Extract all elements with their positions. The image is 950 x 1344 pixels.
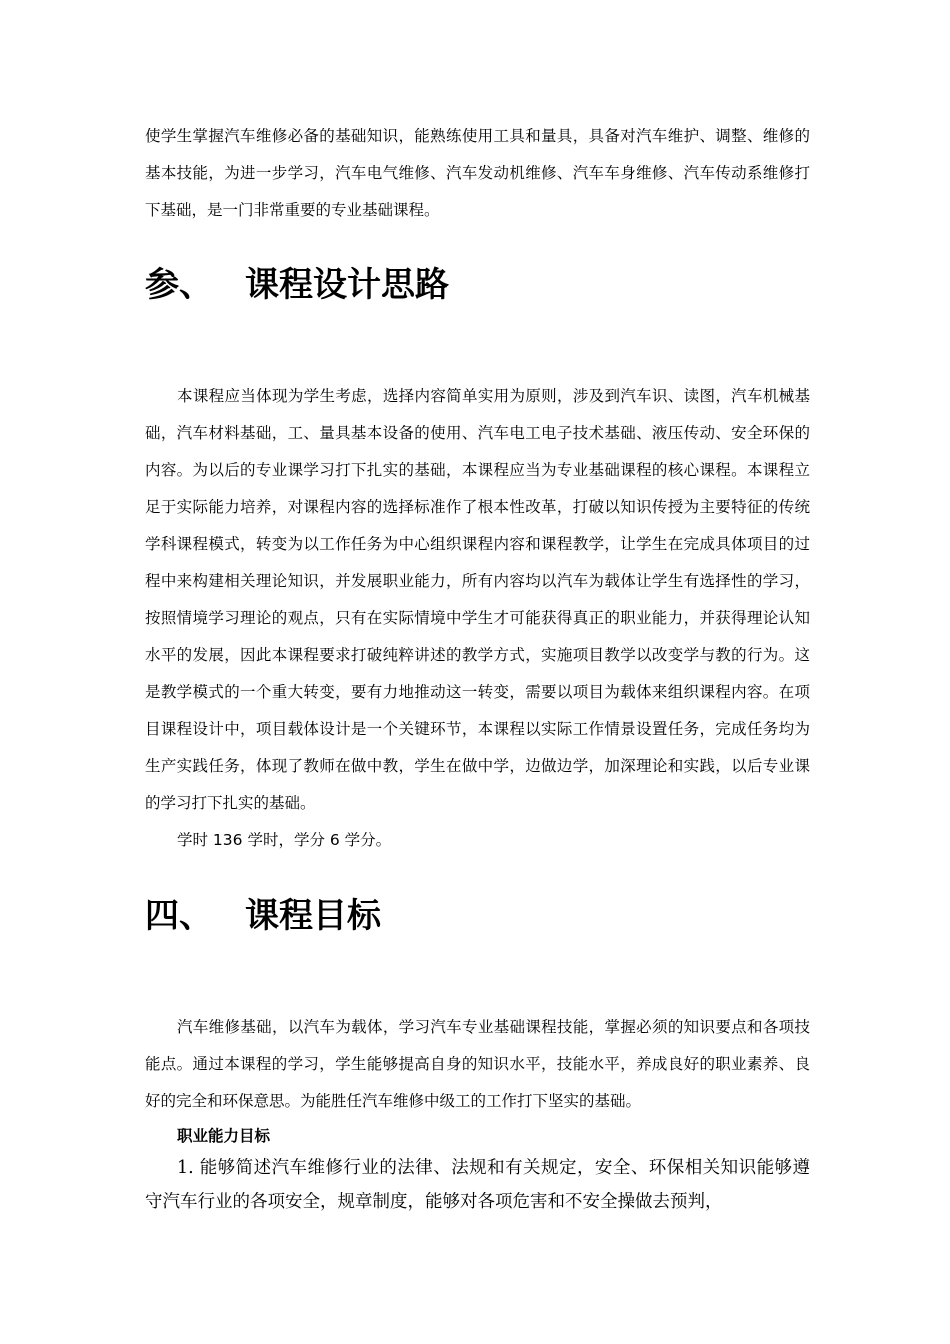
- goals-paragraph: 汽车维修基础，以汽车为载体，学习汽车专业基础课程技能，掌握必须的知识要点和各项技能点。通过本课程的学习，学生能够提高自身的知识水平，技能水平，养成良好的职业素养、良好的完全和环保意思。为能胜任汽车维修中级工的工作打下坚实的基础。: [145, 1018, 810, 1110]
- intro-paragraph: 使学生掌握汽车维修必备的基础知识，能熟练使用工具和量具，具备对汽车维护、调整、维修的基本技能，为进一步学习，汽车电气维修、汽车发动机维修、汽车车身维修、汽车传动系维修打下基础，是一门非常重要的专业基础课程。: [145, 127, 810, 219]
- section-number: 参、: [145, 265, 213, 305]
- design-paragraph: 本课程应当体现为学生考虑，选择内容简单实用为原则，涉及到汽车识、读图，汽车机械基础，汽车材料基础，工、量具基本设备的使用、汽车电工电子技术基础、液压传动、安全环保的内容。为以后的专业课学习打下扎实的基础，本课程应当为专业基础课程的核心课程。本课程立足于实际能力培养，对课程内容的选择标准作了根本性改革，打破以知识传授为主要特征的传统学科课程模式，转变为以工作任务为中心组织课程内容和课程教学，让学生在完成具体项目的过程中来构建相关理论知识，并发展职业能力，所有内容均以汽车为载体让学生有选择性的学习，按照情境学习理论的观点，只有在实际情境中学生才可能获得真正的职业能力，并获得理论认知水平的发展，因此本课程要求打破纯粹讲述的教学方式，实施项目教学以改变学与教的行为。这是教学模式的一个重大转变，要有力地推动这一转变，需要以项目为载体来组织课程内容。在项目课程设计中，项目载体设计是一个关键环节，本课程以实际工作情景设置任务，完成任务均为生产实践任务，体现了教师在做中教，学生在做中学，边做边学，加深理论和实践，以后专业课的学习打下扎实的基础。: [145, 387, 810, 812]
- goal-item-1: 1. 能够简述汽车维修行业的法律、法规和有关规定，安全、环保相关知识能够遵守汽车行业的各项安全，规章制度，能够对各项危害和不安全操做去预判，: [145, 1158, 810, 1212]
- section-heading-goals: [145, 896, 381, 936]
- subheading-vocational-goals: 职业能力目标: [177, 1127, 271, 1145]
- section-title: 课程设计思路: [245, 265, 449, 305]
- section-title: 课程目标: [245, 896, 381, 936]
- credits-line: 学时 136 学时，学分 6 学分。: [177, 831, 392, 849]
- section-heading-design: [145, 265, 449, 305]
- section-number: 四、: [145, 896, 213, 936]
